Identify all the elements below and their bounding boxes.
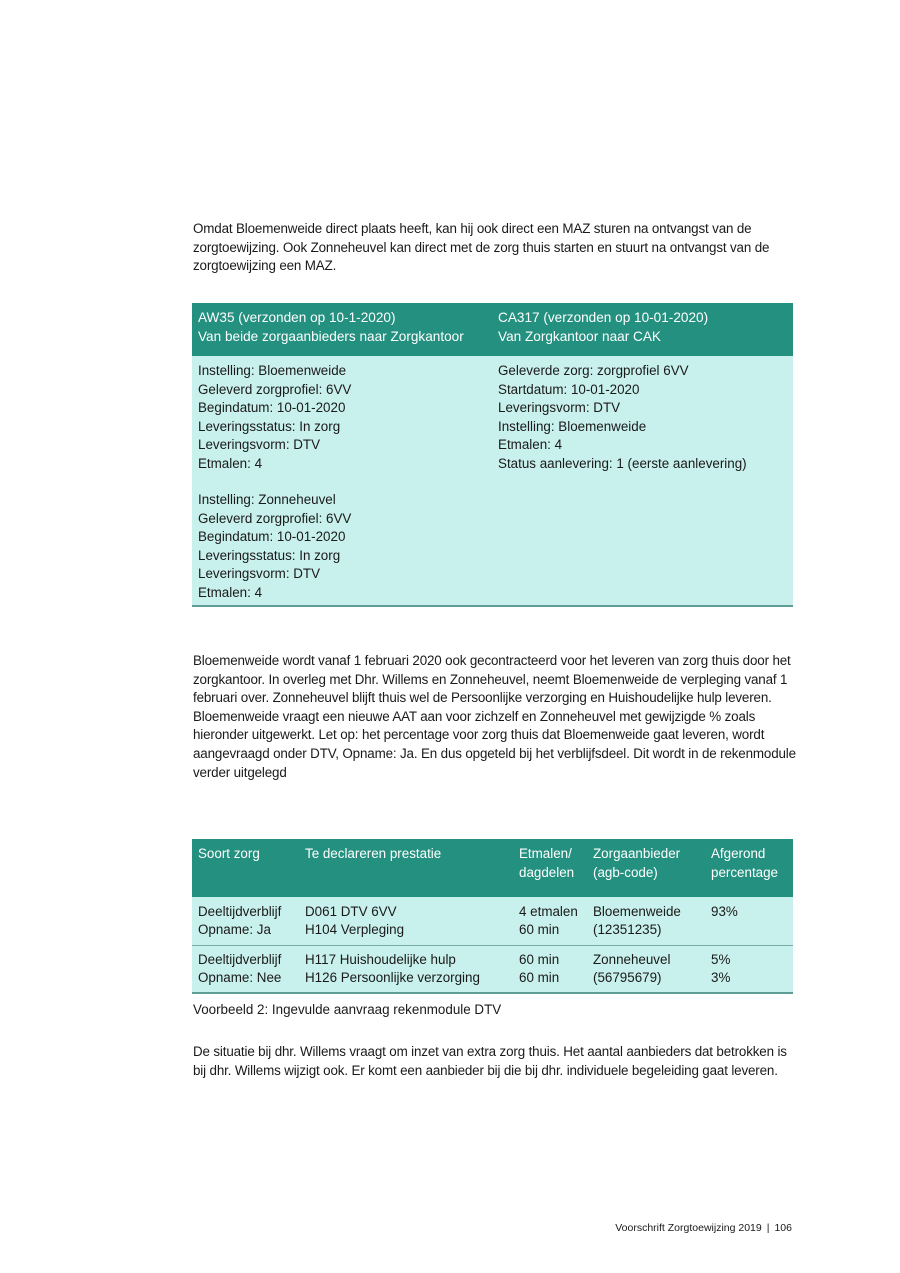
intro-paragraph: Omdat Bloemenweide direct plaats heeft, kan hij ook direct een MAZ sturen na ontvangst van de zorgtoewijzing. Ook Zonneheuvel kan direct met de zorg thuis starten en stuurt na ontvangst van de zorgtoewijzing een MAZ. [193,221,770,274]
block-spacer [198,473,486,491]
cell-etmalen: 4 etmalen 60 min [513,897,587,945]
ca317-field: Etmalen: 4 [498,437,563,452]
cell-soort-zorg: Deeltijdverblijf Opname: Ja [192,897,299,945]
ca317-field: Geleverde zorg: zorgprofiel 6VV [498,363,689,378]
footer-title: Voorschrift Zorgtoewijzing 2019 [615,1222,762,1234]
aw35-field: Etmalen: 4 [198,455,263,471]
cell-prestatie: H117 Huishoudelijke hulp H126 Persoonlijke verzorging [299,945,513,993]
header-prestatie: Te declareren prestatie [299,839,513,897]
ca317-field: Startdatum: 10-01-2020 [498,381,640,397]
aw35-field: Instelling: Bloemenweide [198,363,347,378]
cell-soort-zorg: Deeltijdverblijf Opname: Nee [192,945,299,993]
cell-etmalen: 60 min 60 min [513,945,587,993]
aw35-header [192,303,492,356]
aw35-field: Instelling: Zonneheuvel [198,492,336,507]
footer-separator: | [766,1222,770,1234]
aw35-field: Begindatum: 10-01-2020 [198,529,346,544]
message-table [192,303,793,607]
aw35-field: Leveringsstatus: In zorg [198,418,341,434]
page-footer [615,1222,792,1234]
table-row [192,945,793,993]
header-zorgaanbieder: Zorgaanbieder (agb-code) [587,839,705,897]
aw35-content [192,356,492,605]
aw35-header-subtitle: Van beide zorgaanbieders naar Zorgkantoor [198,328,464,344]
header-percentage: Afgerond percentage [705,839,793,897]
table-row [192,897,793,945]
ca317-field: Status aanlevering: 1 (eerste aanlevering) [498,455,747,471]
header-etmalen: Etmalen/ dagdelen [513,839,587,897]
ca317-field: Leveringsvorm: DTV [498,400,621,415]
aw35-field: Begindatum: 10-01-2020 [198,400,346,415]
cell-zorgaanbieder: Bloemenweide (12351235) [587,897,705,945]
aw35-field: Leveringsvorm: DTV [198,437,321,452]
ca317-header-title: CA317 (verzonden op 10-01-2020) [498,310,709,325]
message-table-header [192,303,793,356]
aw35-field: Geleverd zorgprofiel: 6VV [198,381,352,397]
page-number: 106 [774,1222,792,1234]
third-paragraph: De situatie bij dhr. Willems vraagt om inzet van extra zorg thuis. Het aantal aanbieders dat betrokken is bij dhr. Willems wijzigt ook. Er komt een aanbieder bij die bij dhr. individuele begeleiding gaat leveren. [193,1044,787,1078]
aw35-field: Leveringsvorm: DTV [198,566,321,581]
cell-zorgaanbieder: Zonneheuvel (56795679) [587,945,705,993]
aw35-field: Leveringsstatus: In zorg [198,547,341,563]
second-paragraph: Bloemenweide wordt vanaf 1 februari 2020 ook gecontracteerd voor het leveren van zorg thuis door het zorgkantoor. In overleg met Dhr. Willems en Zonneheuvel, neemt Bloemenweide de verpleging vanaf 1 februari over. Zonneheuvel blijft thuis wel de Persoonlijke verzorging en Huishoudelijke hulp leveren. Bloemenweide vraagt een nieuwe AAT aan voor zichzelf en Zonneheuvel met gewijzigde % zoals hieronder uitgewerkt. Let op: het percentage voor zorg thuis dat Bloemenweide gaat leveren, wordt aangevraagd onder DTV, Opname: Ja. En dus opgeteld bij het verblijfsdeel. Dit wordt in de rekenmodule verder uitgelegd [193,653,796,780]
cell-percentage: 5% 3% [705,945,793,993]
cell-prestatie: D061 DTV 6VV H104 Verpleging [299,897,513,945]
table-caption: Voorbeeld 2: Ingevulde aanvraag rekenmodule DTV [193,1002,502,1017]
ca317-content [492,356,793,605]
ca317-header-subtitle: Van Zorgkantoor naar CAK [498,328,661,344]
aw35-header-title: AW35 (verzonden op 10-1-2020) [198,310,396,325]
aw35-field: Etmalen: 4 [198,584,263,600]
ca317-field: Instelling: Bloemenweide [498,418,647,434]
calculation-table-header [192,839,793,897]
calculation-table [192,839,793,994]
header-soort-zorg: Soort zorg [192,839,299,897]
message-table-body [192,356,793,605]
ca317-header [492,303,793,356]
cell-percentage: 93% [705,897,793,945]
aw35-field: Geleverd zorgprofiel: 6VV [198,510,352,526]
